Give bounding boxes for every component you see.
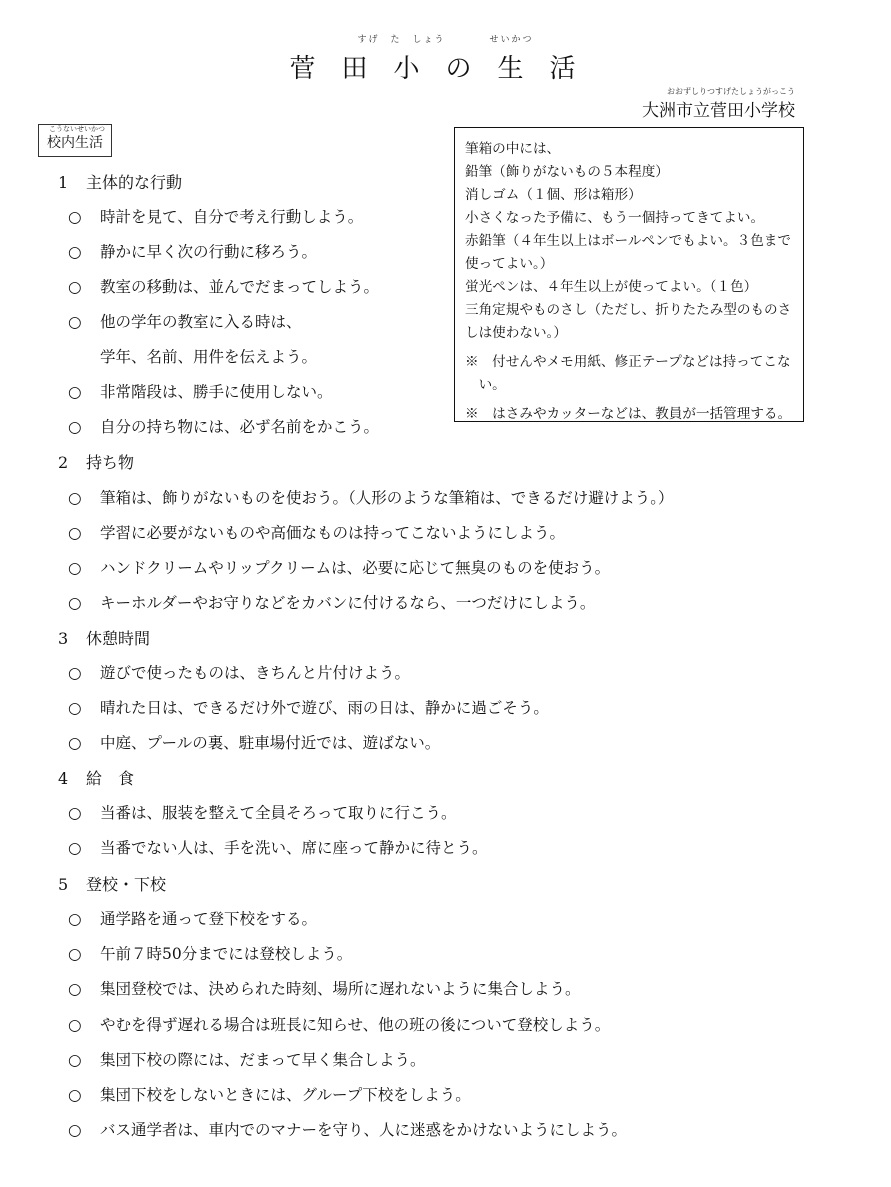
bullet-circle-icon: ○ (68, 664, 82, 682)
section-heading (58, 872, 166, 895)
item-text: 学習に必要がないものや高価なものは持ってこないようにしよう。 (100, 524, 566, 542)
item-text: 教室の移動は、並んでだまってしよう。 (100, 278, 380, 296)
section-heading (58, 766, 134, 789)
section-heading (58, 626, 150, 649)
item-text: キーホルダーやお守りなどをカバンに付けるなら、一つだけにしよう。 (100, 594, 596, 612)
note-line: 使ってよい。） (465, 256, 554, 272)
note-line: 蛍光ペンは、４年生以上が使ってよい。（１色） (465, 279, 758, 295)
list-item-continuation (100, 345, 317, 367)
note-line: 筆箱の中には、 (465, 141, 561, 157)
list-item (68, 275, 379, 297)
item-text: 集団登校では、決められた時刻、場所に遅れないように集合しよう。 (100, 980, 581, 998)
bullet-circle-icon: ○ (68, 418, 82, 436)
item-text: 当番でない人は、手を洗い、席に座って静かに待とう。 (100, 839, 488, 857)
item-text: 中庭、プールの裏、駐車場付近では、遊ばない。 (100, 734, 441, 752)
list-item (68, 1013, 610, 1035)
section-number: 5 (58, 875, 69, 894)
section-title: 主体的な行動 (86, 173, 183, 192)
item-text: 通学路を通って登下校をする。 (100, 910, 318, 928)
list-item (68, 310, 302, 332)
section-number: 4 (58, 769, 69, 788)
section-label-ruby: こうないせいかつ (49, 125, 105, 133)
item-text: 他の学年の教室に入る時は、 (100, 313, 302, 331)
item-text: ハンドクリームやリップクリームは、必要に応じて無臭のものを使おう。 (100, 559, 611, 577)
item-text: 時計を見て、自分で考え行動しよう。 (100, 208, 364, 226)
item-text: バス通学者は、車内でのマナーを守り、人に迷惑をかけないようにしよう。 (100, 1121, 628, 1139)
list-item (68, 1048, 426, 1070)
section-number: 3 (58, 629, 69, 648)
item-text: 自分の持ち物には、必ず名前をかこう。 (100, 418, 380, 436)
bullet-circle-icon: ○ (68, 910, 82, 928)
section-title: 持ち物 (86, 453, 135, 472)
item-text: やむを得ず遅れる場合は班長に知らせ、他の班の後について登校しよう。 (100, 1016, 611, 1034)
bullet-circle-icon: ○ (68, 1016, 82, 1034)
note-line: しは使わない。） (465, 325, 567, 341)
item-text: 非常階段は、勝手に使用しない。 (100, 383, 333, 401)
bullet-circle-icon: ○ (68, 559, 82, 577)
note-line: 小さくなった予備に、もう一個持ってきてよい。 (465, 210, 765, 226)
item-text: 筆箱は、飾りがないものを使おう。（人形のような筆箱は、できるだけ避けよう。） (100, 489, 674, 507)
note-line: 三角定規やものさし（ただし、折りたたみ型のものさ (465, 302, 792, 318)
list-item (68, 1118, 627, 1140)
list-item (68, 240, 317, 262)
section-label-box (38, 124, 112, 157)
note-line: 赤鉛筆（４年生以上はボールペンでもよい。３色まで (465, 233, 791, 249)
list-item (68, 696, 549, 718)
list-item (68, 486, 674, 508)
item-text: 当番は、服装を整えて全員そろって取りに行こう。 (100, 804, 457, 822)
list-item (68, 977, 581, 999)
note-line: ※ はさみやカッターなどは、教員が一括管理する。 (465, 406, 792, 422)
section-title: 登校・下校 (86, 875, 167, 894)
note-line: ※ 付せんやメモ用紙、修正テープなどは持ってこな (465, 354, 791, 370)
item-text: 静かに早く次の行動に移ろう。 (100, 243, 318, 261)
section-label: 校内生活 (47, 135, 103, 151)
title-ruby: すげ た しょう せいかつ (357, 35, 534, 45)
bullet-circle-icon: ○ (68, 804, 82, 822)
note-line: い。 (465, 377, 506, 393)
section-number: 1 (58, 173, 69, 192)
item-text: 午前７時50分までには登校しよう。 (100, 945, 353, 963)
bullet-circle-icon: ○ (68, 208, 82, 226)
bullet-circle-icon: ○ (68, 489, 82, 507)
note-line: 消しゴム（１個、形は箱形） (465, 187, 642, 203)
section-heading (58, 170, 182, 193)
bullet-circle-icon: ○ (68, 594, 82, 612)
bullet-circle-icon: ○ (68, 278, 82, 296)
bullet-circle-icon: ○ (68, 243, 82, 261)
list-item (68, 907, 317, 929)
bullet-circle-icon: ○ (68, 313, 82, 331)
section-number: 2 (58, 453, 69, 472)
bullet-circle-icon: ○ (68, 1051, 82, 1069)
list-item (68, 591, 595, 613)
item-text: 集団下校の際には、だまって早く集合しよう。 (100, 1051, 426, 1069)
school-name: 大洲市立菅田小学校 (642, 101, 795, 121)
page-title: 菅田小の生活 (289, 54, 602, 84)
item-text: 遊びで使ったものは、きちんと片付けよう。 (100, 664, 411, 682)
list-item (68, 205, 363, 227)
bullet-circle-icon: ○ (68, 945, 82, 963)
bullet-circle-icon: ○ (68, 1086, 82, 1104)
section-heading (58, 450, 134, 473)
bullet-circle-icon: ○ (68, 524, 82, 542)
list-item (68, 1083, 471, 1105)
list-item (68, 380, 333, 402)
bullet-circle-icon: ○ (68, 839, 82, 857)
bullet-circle-icon: ○ (68, 734, 82, 752)
note-line: 鉛筆（飾りがないもの５本程度） (465, 164, 669, 180)
list-item (68, 556, 610, 578)
bullet-circle-icon: ○ (68, 699, 82, 717)
list-item (68, 836, 488, 858)
bullet-circle-icon: ○ (68, 383, 82, 401)
list-item (68, 801, 457, 823)
list-item (68, 415, 379, 437)
section-title: 給 食 (86, 769, 135, 788)
item-text: 学年、名前、用件を伝えよう。 (100, 348, 318, 366)
bullet-circle-icon: ○ (68, 980, 82, 998)
item-text: 晴れた日は、できるだけ外で遊び、雨の日は、静かに過ごそう。 (100, 699, 549, 717)
list-item (68, 661, 410, 683)
section-title: 休憩時間 (86, 629, 151, 648)
item-text: 集団下校をしないときには、グループ下校をしよう。 (100, 1086, 471, 1104)
school-name-ruby: おおずしりつすげたしょうがっこう (667, 87, 795, 96)
bullet-circle-icon: ○ (68, 1121, 82, 1139)
list-item (68, 521, 565, 543)
pencil-case-note-box (454, 127, 804, 422)
list-item (68, 942, 352, 964)
list-item (68, 731, 440, 753)
